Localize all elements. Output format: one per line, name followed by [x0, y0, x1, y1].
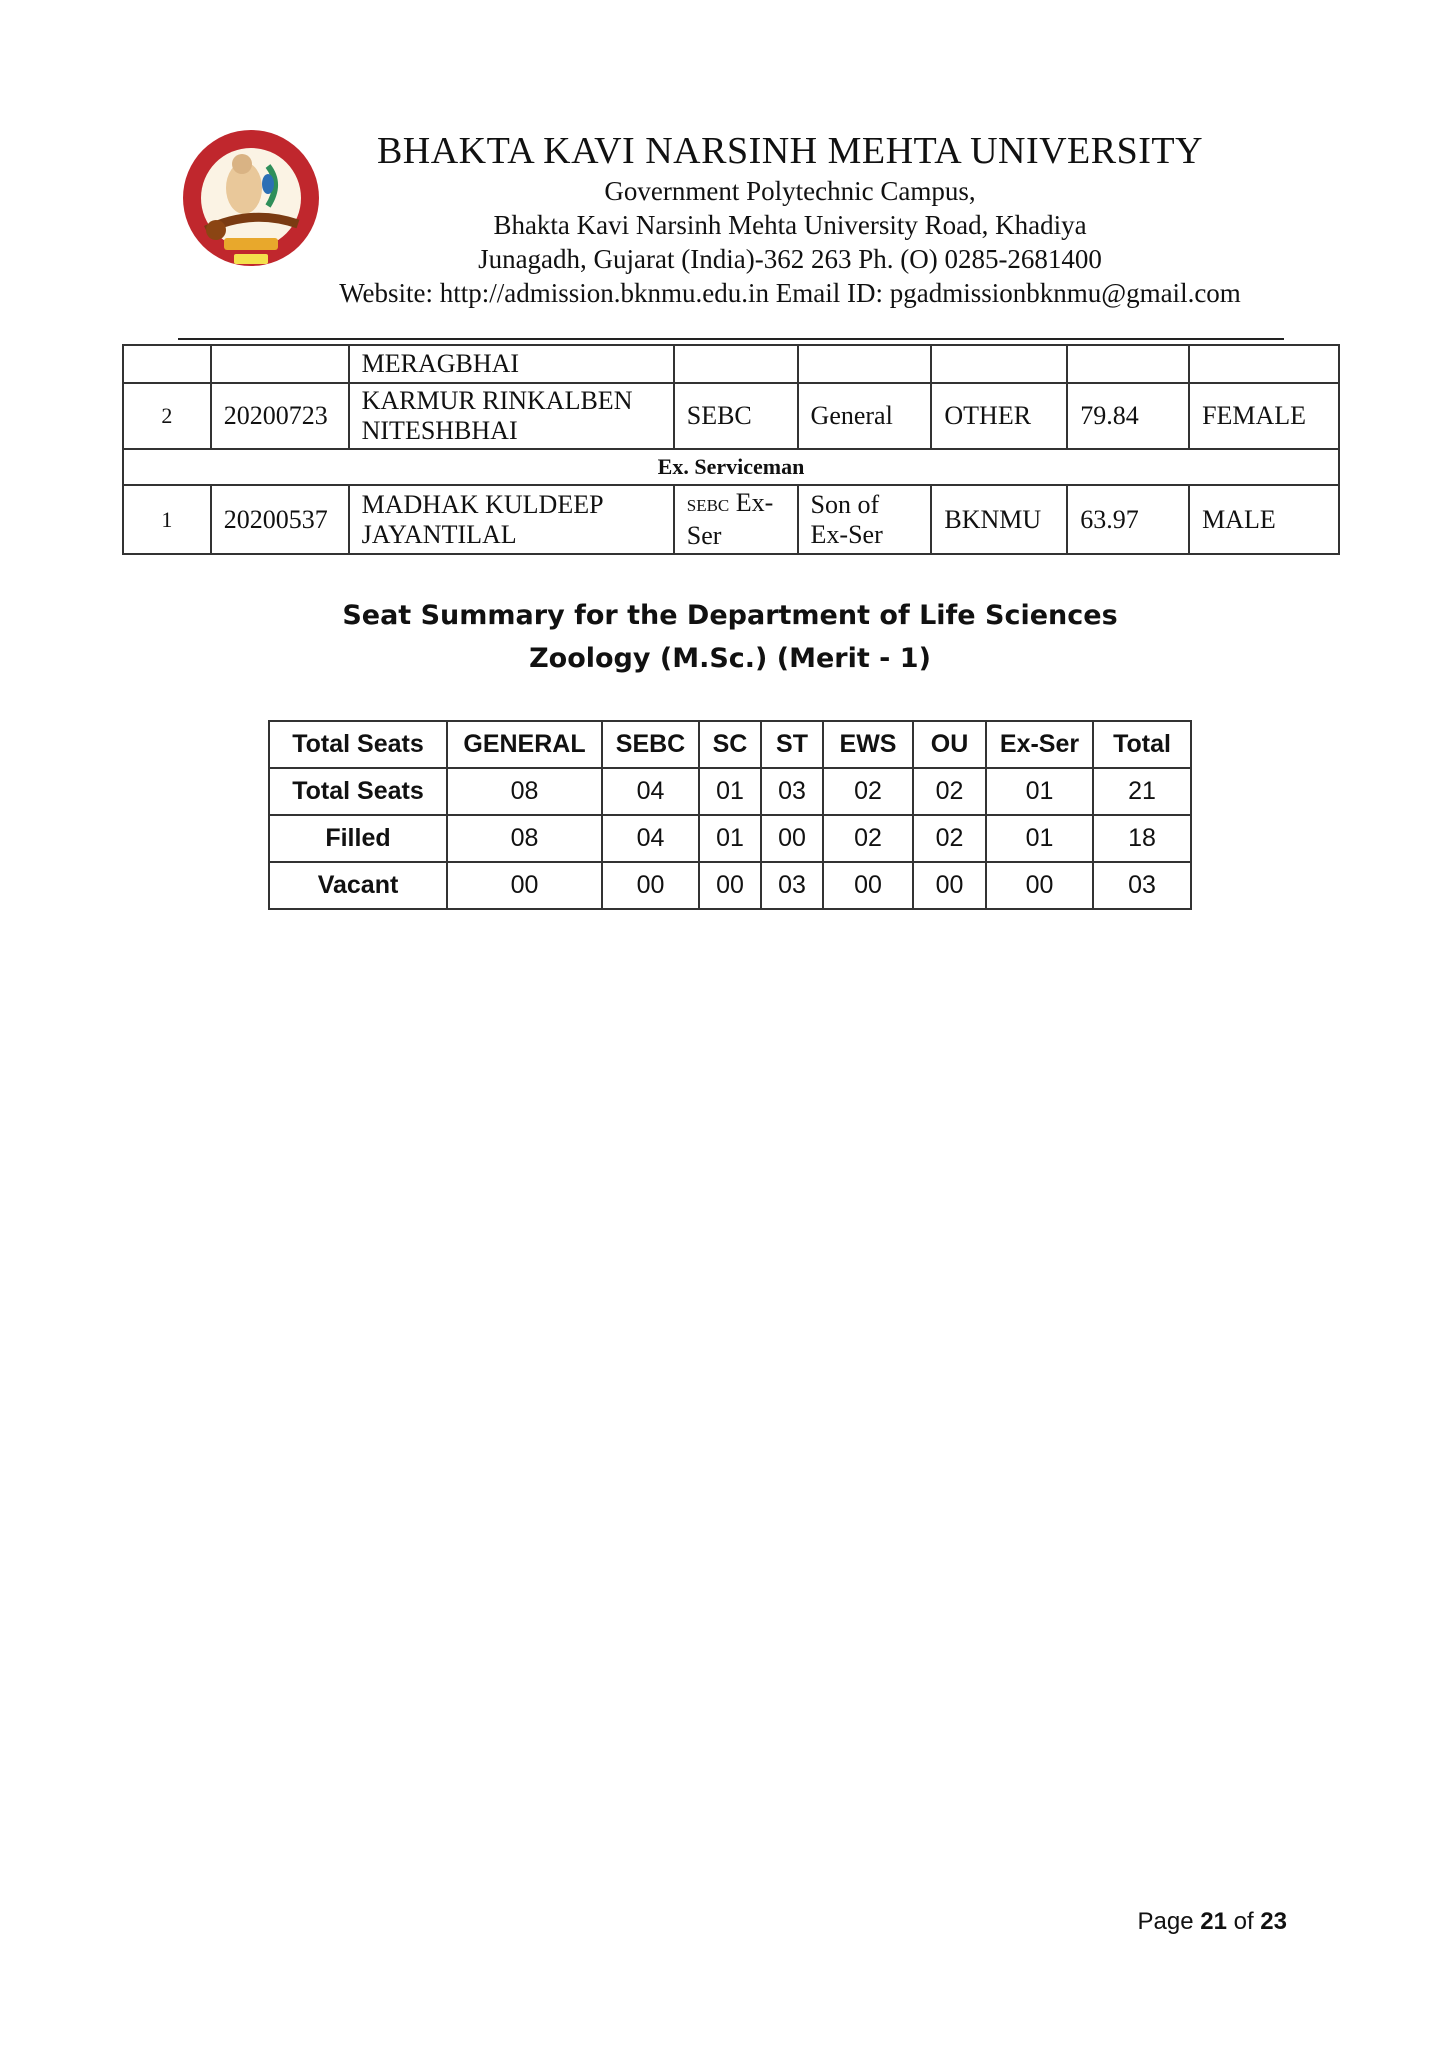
value-cell: 02 — [913, 815, 986, 862]
cell-app-no — [211, 345, 349, 383]
name-line-1: KARMUR RINKALBEN — [361, 386, 633, 415]
value-cell: 03 — [761, 862, 823, 909]
table-row — [123, 485, 1339, 554]
value-cell: 04 — [602, 815, 699, 862]
cell-app-no: 20200723 — [211, 383, 349, 449]
section-ex-serviceman: Ex. Serviceman — [123, 449, 1339, 485]
sub-category-line-2: Ex-Ser — [810, 519, 883, 549]
section-row — [123, 449, 1339, 485]
value-cell: 00 — [602, 862, 699, 909]
value-cell: 08 — [447, 768, 602, 815]
header-cell: SEBC — [602, 721, 699, 768]
cell-sr: 2 — [123, 383, 211, 449]
header-divider — [178, 338, 1284, 340]
value-cell: 04 — [602, 768, 699, 815]
cell-university: BKNMU — [931, 485, 1067, 554]
cell-name: MERAGBHAI — [349, 345, 674, 383]
cell-merit: 79.84 — [1067, 383, 1189, 449]
name-line-1: MADHAK KULDEEP — [361, 489, 604, 519]
value-cell: 02 — [823, 768, 913, 815]
cell-name — [349, 383, 674, 449]
value-cell: 21 — [1093, 768, 1191, 815]
cell-category: SEBC — [674, 383, 798, 449]
cell-app-no: 20200537 — [211, 485, 349, 554]
page-number — [1138, 1908, 1288, 1936]
value-cell: 00 — [699, 862, 761, 909]
cell-name — [349, 485, 674, 554]
value-cell: 01 — [699, 768, 761, 815]
table-row — [123, 345, 1339, 383]
category-line-2: Ser — [686, 521, 722, 550]
category-line-1: Ex- — [735, 488, 774, 517]
row-label: Total Seats — [269, 768, 447, 815]
seat-summary-table — [268, 720, 1192, 910]
row-label: Filled — [269, 815, 447, 862]
value-cell: 18 — [1093, 815, 1191, 862]
value-cell: 00 — [447, 862, 602, 909]
header-cell: EWS — [823, 721, 913, 768]
value-cell: 00 — [761, 815, 823, 862]
row-label: Vacant — [269, 862, 447, 909]
value-cell: 01 — [986, 815, 1093, 862]
contact-line: Website: http://admission.bknmu.edu.in Email ID: pgadmissionbknmu@gmail.com — [339, 278, 1241, 308]
name-line-2: JAYANTILAL — [361, 519, 517, 549]
total-pages: 23 — [1260, 1908, 1287, 1935]
cell-gender: MALE — [1189, 485, 1339, 554]
header-cell: Total Seats — [269, 721, 447, 768]
category-small: SEBC — [686, 496, 730, 515]
summary-title-line-1: Seat Summary for the Department of Life Sciences — [342, 600, 1118, 631]
header-cell: SC — [699, 721, 761, 768]
address-line-1: Government Polytechnic Campus, — [604, 176, 976, 206]
cell-sr: 1 — [123, 485, 211, 554]
value-cell: 00 — [986, 862, 1093, 909]
value-cell: 01 — [699, 815, 761, 862]
value-cell: 08 — [447, 815, 602, 862]
cell-sr — [123, 345, 211, 383]
header-cell: Total — [1093, 721, 1191, 768]
summary-title-line-2: Zoology (M.Sc.) (Merit - 1) — [529, 643, 931, 674]
name-line-2: NITESHBHAI — [361, 416, 518, 445]
header-cell: Ex-Ser — [986, 721, 1093, 768]
current-page: 21 — [1200, 1908, 1227, 1935]
page-word: Page — [1137, 1908, 1194, 1935]
letterhead — [250, 128, 1330, 310]
address-line-2: Bhakta Kavi Narsinh Mehta University Road, Khadiya — [493, 210, 1087, 240]
summary-header-row — [269, 721, 1191, 768]
value-cell: 00 — [913, 862, 986, 909]
value-cell: 01 — [986, 768, 1093, 815]
address-line-3: Junagadh, Gujarat (India)-362 263 Ph. (O) 0285-2681400 — [478, 244, 1102, 274]
cell-sub-category — [798, 485, 932, 554]
value-cell: 03 — [1093, 862, 1191, 909]
value-cell: 02 — [913, 768, 986, 815]
header-cell: ST — [761, 721, 823, 768]
cell-gender: FEMALE — [1189, 383, 1339, 449]
header-cell: GENERAL — [447, 721, 602, 768]
header-cell: OU — [913, 721, 986, 768]
value-cell: 02 — [823, 815, 913, 862]
cell-merit: 63.97 — [1067, 485, 1189, 554]
of-word: of — [1233, 1908, 1254, 1935]
summary-row-total-seats — [269, 768, 1191, 815]
cell-sub-category: General — [798, 383, 932, 449]
summary-row-vacant — [269, 862, 1191, 909]
merit-list-table — [122, 344, 1340, 555]
seat-summary-title — [220, 594, 1240, 680]
table-row — [123, 383, 1339, 449]
sub-category-line-1: Son of — [810, 489, 880, 519]
university-name: BHAKTA KAVI NARSINH MEHTA UNIVERSITY — [376, 130, 1204, 172]
cell-university: OTHER — [931, 383, 1067, 449]
summary-row-filled — [269, 815, 1191, 862]
value-cell: 00 — [823, 862, 913, 909]
cell-category — [674, 485, 798, 554]
value-cell: 03 — [761, 768, 823, 815]
